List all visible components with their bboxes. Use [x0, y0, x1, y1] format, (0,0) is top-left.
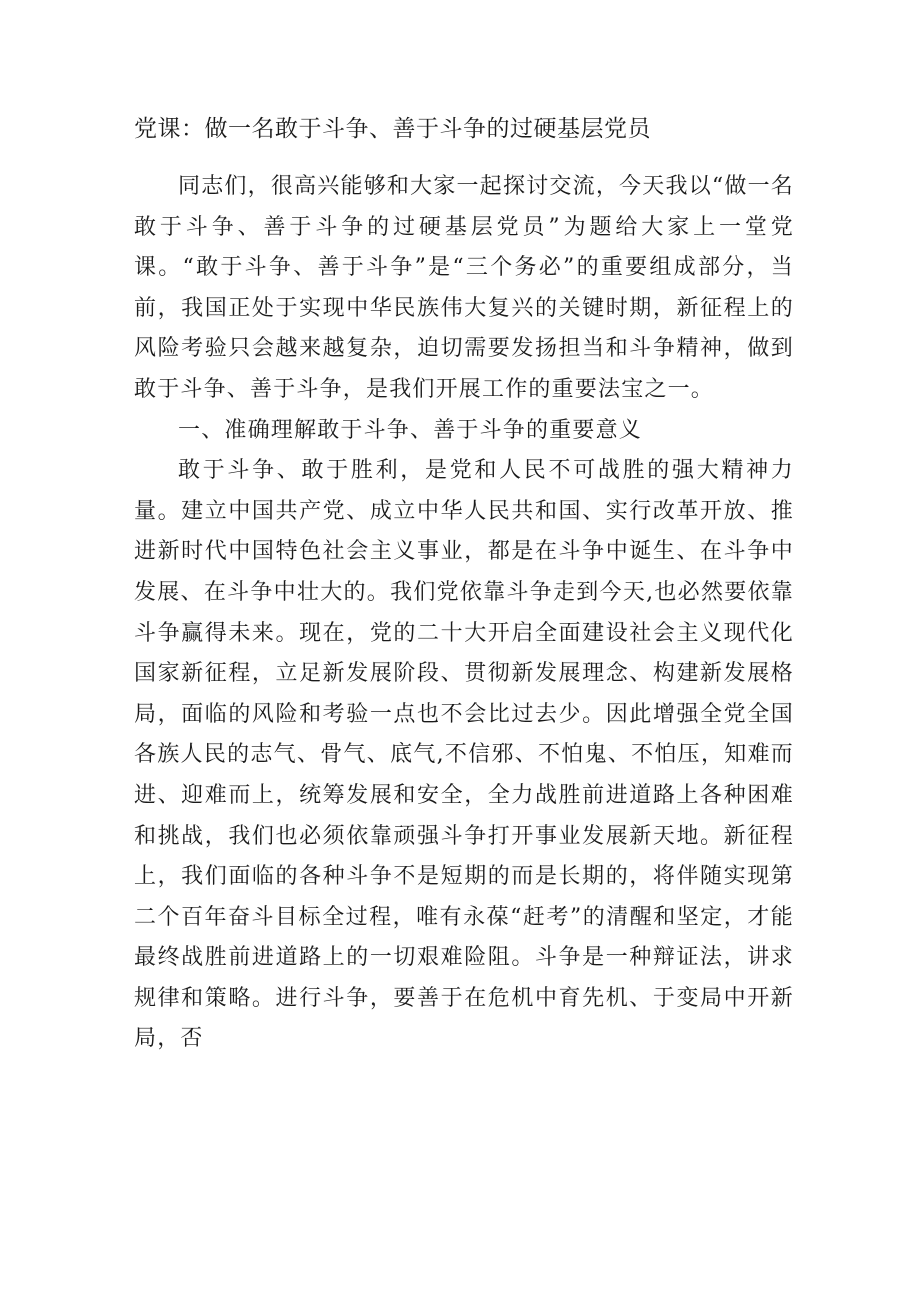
- document-title: 党课：做一名敢于斗争、善于斗争的过硬基层党员: [134, 116, 651, 142]
- section-1-paragraph: 敢于斗争、敢于胜利，是党和人民不可战胜的强大精神力量。建立中国共产党、成立中华人民共和国、实行改革开放、推进新时代中国特色社会主义事业，都是在斗争中诞生、在斗争中发展、在斗争中壮大的。我们党依靠斗争走到今天,也必然要依靠斗争赢得未来。现在，党的二十大开启全面建设社会主义现代化国家新征程，立足新发展阶段、贯彻新发展理念、构建新发展格局，面临的风险和考验一点也不会比过去少。因此增强全党全国各族人民的志气、骨气、底气,不信邪、不怕鬼、不怕压，知难而进、迎难而上，统筹发展和安全，全力战胜前进道路上各种困难和挑战，我们也必须依靠顽强斗争打开事业发展新天地。新征程上，我们面临的各种斗争不是短期的而是长期的，将伴随实现第二个百年奋斗目标全过程，唯有永葆“赶考”的清醒和坚定，才能最终战胜前进道路上的一切艰难险阻。斗争是一种辩证法，讲求规律和策略。进行斗争，要善于在危机中育先机、于变局中开新局，否: [134, 458, 794, 1052]
- document-body: [134, 113, 794, 1060]
- intro-paragraph: 同志们，很高兴能够和大家一起探讨交流，今天我以“做一名敢于斗争、善于斗争的过硬基层党员”为题给大家上一堂党课。“敢于斗争、善于斗争”是“三个务必”的重要组成部分，当前，我国正处于实现中华民族伟大复兴的关键时期，新征程上的风险考验只会越来越复杂，迫切需要发扬担当和斗争精神，做到敢于斗争、善于斗争，是我们开展工作的重要法宝之一。: [134, 174, 794, 402]
- section-heading-1: 一、准确理解敢于斗争、善于斗争的重要意义: [178, 417, 643, 443]
